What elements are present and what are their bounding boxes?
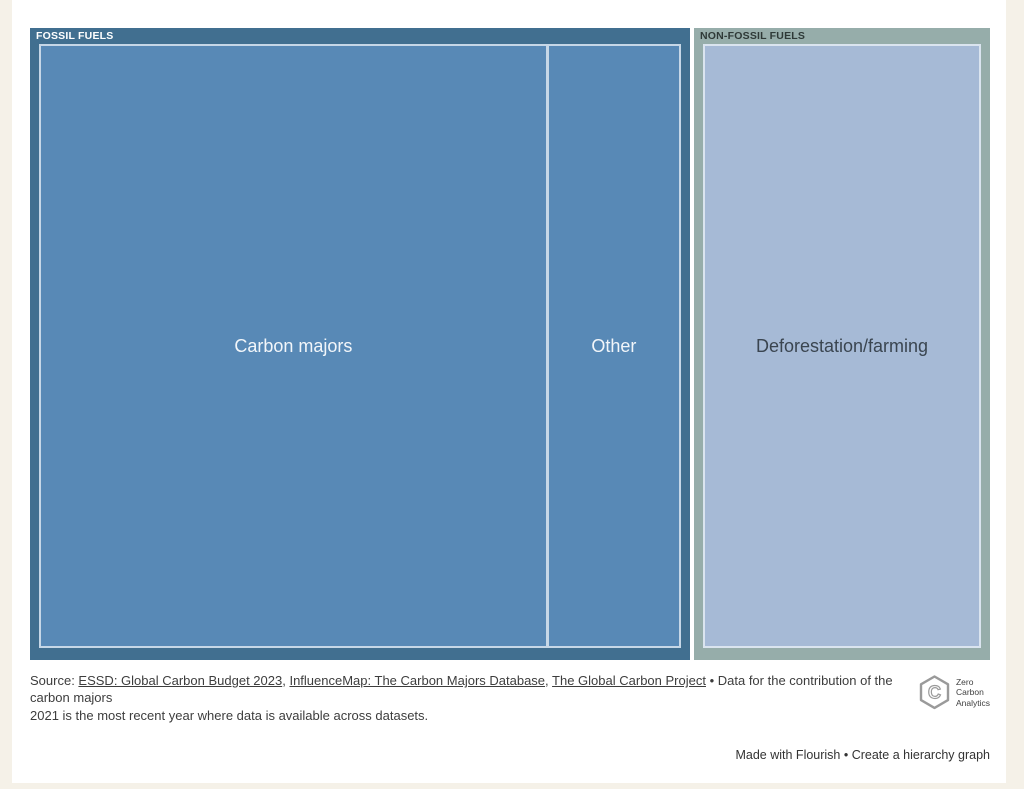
treemap-node-carbon-majors[interactable] [39,44,548,648]
chart-card [12,0,1006,783]
hexagon-c-icon [918,674,951,711]
logo-text [956,677,990,708]
node-label-carbon-majors: Carbon majors [234,335,353,356]
group-label-fossil-fuels: FOSSIL FUELS [36,30,114,42]
treemap-group-fossil-fuels [30,28,690,660]
source-link-essd[interactable]: ESSD: Global Carbon Budget 2023 [78,673,283,688]
treemap-group-non-fossil-fuels [694,28,990,660]
made-with-flourish-link[interactable]: Made with Flourish [735,748,841,762]
node-label-deforestation-farming: Deforestation/farming [755,335,929,356]
create-hierarchy-graph-link[interactable]: Create a hierarchy graph [851,748,990,762]
source-separator: , [282,673,290,688]
source-link-influencemap[interactable]: InfluenceMap: The Carbon Majors Database [289,673,546,688]
footer [30,672,990,724]
fossil-nodes-container [39,44,681,648]
credit-separator: • [840,748,852,762]
source-note: • Data for the contribution of the carbon majors [30,673,893,706]
treemap-node-deforestation-farming[interactable] [703,44,981,648]
nonfossil-nodes-container [703,44,981,648]
logo-line-zero: Zero [955,677,974,688]
treemap-chart [30,28,990,660]
flourish-credit [735,748,990,762]
source-link-global-carbon-project[interactable]: The Global Carbon Project [552,673,706,688]
zero-carbon-analytics-logo [918,674,990,711]
treemap-node-other[interactable] [548,44,681,648]
source-line-2: 2021 is the most recent year where data is available across datasets. [30,707,429,723]
node-label-other: Other [591,335,637,356]
logo-line-carbon: Carbon [955,687,984,698]
logo-line-analytics: Analytics [955,697,990,708]
source-separator-2: , [545,673,553,688]
svg-text:C: C [927,682,941,703]
source-prefix: Source: [30,673,79,688]
group-label-non-fossil-fuels: NON-FOSSIL FUELS [700,30,806,42]
source-line-1 [30,672,902,707]
source-text [30,672,902,724]
